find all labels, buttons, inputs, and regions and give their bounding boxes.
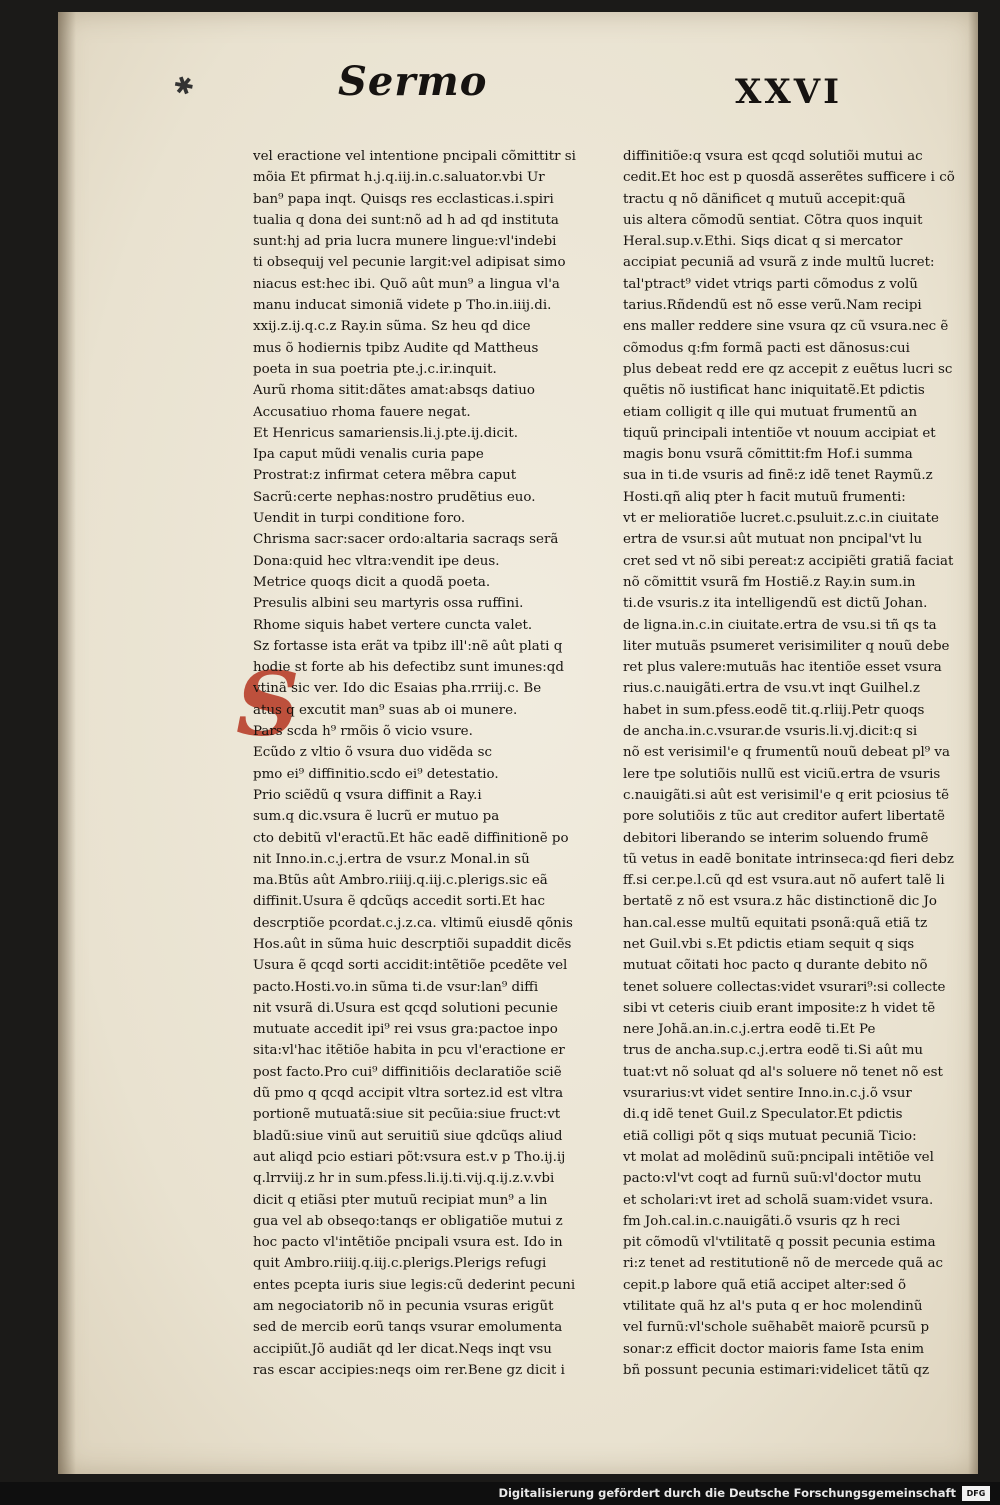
text-line: et scholari:vt iret ad scholã suam:videt vsura. [623,1192,934,1208]
text-line: mõia Et pfirmat h.j.q.iij.in.c.saluator.vbi Ur [253,170,545,186]
text-line: Sacrũ:certe nephas:nostro prudẽtius euo. [253,489,536,505]
text-line: am negociatorib nõ in pecunia vsuras erigũt [253,1299,554,1315]
page-gutter-shadow [58,12,76,1474]
text-line: trus de ancha.sup.c.j.ertra eodẽ ti.Si aût mu [623,1043,924,1059]
text-line: uis altera cõmodũ sentiat. Cõtra quos inquit [623,212,923,228]
text-line: tenet soluere collectas:videt vsurari⁹:si collecte [623,979,946,995]
text-line: net Guil.vbi s.Et pdictis etiam sequit q siqs [623,936,915,952]
text-line: ri:z tenet ad restitutionẽ nõ de mercede quã ac [623,1256,944,1272]
text-line: dicit q etiãsi pter mutuũ recipiat mun⁹ a lin [253,1192,548,1208]
text-line: xxij.z.ij.q.c.z Ray.in sũma. Sz heu qd dice [253,319,531,335]
text-line: rius.c.nauigãti.ertra de vsu.vt inqt Guilhel.z [623,681,920,697]
text-line: de ligna.in.c.in ciuitate.ertra de vsu.si tñ qs ta [623,617,937,633]
text-line: bñ possunt pecunia estimari:videlicet tãtũ qz [623,1362,930,1378]
text-line: Ipa caput mũdi venalis curia pape [253,447,484,463]
text-line: Presulis albini seu martyris ossa ruffini. [253,596,524,612]
text-line: etiam colligit q ille qui mutuat frumentũ an [623,404,918,420]
text-line: diffinitiõe:q vsura est qcqd solutiõi mutui ac [623,149,923,164]
text-line: bladũ:siue vinũ aut seruitiũ siue qdcũqs aliud [253,1128,563,1144]
text-line: vt er melioratiõe lucret.c.psuluit.z.c.in ciuitate [623,511,939,527]
text-line: entes pcepta iuris siue legis:cũ dederint pecuni [253,1277,576,1293]
text-line: di.q idẽ tenet Guil.z Speculator.Et pdictis [623,1107,903,1123]
text-line: cto debitũ vl'eractũ.Et hãc eadẽ diffinitionẽ po [253,830,569,846]
text-line: mutuate accedit ipi⁹ rei vsus gra:pactoe inpo [253,1022,558,1038]
text-line: Heral.sup.v.Ethi. Siqs dicat q si mercator [623,234,903,250]
text-line: tualia q dona dei sunt:nõ ad h ad qd instituta [253,212,559,228]
text-line: etiã colligi põt q siqs mutuat pecuniã Ticio: [623,1128,917,1144]
text-line: vtinã sic ver. Ido dic Esaias pha.rrriij.c. Be [253,681,542,697]
text-line: Metrice quoqs dicit a quodã poeta. [253,574,491,590]
text-line: sita:vl'hac itẽtiõe habita in pcu vl'eractione er [253,1043,565,1059]
text-line: ma.Btũs aût Ambro.riiij.q.iij.c.plerigs.sic eã [253,873,548,889]
left-text-column [253,146,593,1381]
digitization-credit: Digitalisierung gefördert durch die Deutsche Forschungsgemeinschaft [498,1486,956,1500]
text-line: fm Joh.cal.in.c.nauigãti.õ vsuris qz h reci [623,1213,901,1229]
footer-bar [0,1482,1000,1505]
folio-number: XXVI [735,72,843,112]
right-text-column [623,146,975,1381]
text-line: Hos.aût in sũma huic descrptiõi supaddit dicẽs [253,936,572,952]
text-line: Sz fortasse ista erãt va tpibz ill':nẽ aût plati q [253,638,563,654]
text-line: Prostrat:z infirmat cetera mẽbra caput [253,468,517,484]
text-line: han.cal.esse multũ equitati psonã:quã etiã tz [623,915,928,931]
text-line: vel furnũ:vl'schole suẽhabẽt maiorẽ pcursũ p [623,1320,930,1336]
text-line: tractu q nõ dãnificet q mutuũ accepit:quã [623,191,906,207]
text-line: Pars scda h⁹ rmõis õ vicio vsure. [253,724,473,740]
text-line: pmo ei⁹ diffinitio.scdo ei⁹ detestatio. [253,766,499,782]
text-line: magis bonu vsurã cõmittit:fm Hof.i summa [623,447,913,463]
text-line: cret sed vt nõ sibi pereat:z accipiẽti gratiã faciat [623,553,954,569]
text-line: plus debeat redd ere qz accepit z euẽtus lucri sc [623,361,953,377]
text-line: q.lrrviij.z hr in sum.pfess.li.ij.ti.vij.q.ij.z.v.vbi [253,1171,555,1187]
red-initial: S [236,652,300,756]
text-line: cõmodus q:fm formã pacti est dãnosus:cui [623,340,910,356]
text-line: Accusatiuo rhoma fauere negat. [253,404,471,420]
text-line: quẽtis nõ iustificat hanc iniquitatẽ.Et pdictis [623,383,925,399]
text-line: mus õ hodiernis tpibz Audite qd Mattheus [253,340,539,356]
text-line: Usura ẽ qcqd sorti accidit:intẽtiõe pcedẽte vel [253,958,568,974]
text-line: sed de mercib eorũ tanqs vsurar emolumenta [253,1320,563,1336]
text-line: manu inducat simoniã videte p Tho.in.iiij.di. [253,298,552,314]
text-line: ertra de vsur.si aût mutuat non pncipal'vt lu [623,532,923,548]
text-line: post facto.Pro cui⁹ diffinitiõis declaratiõe sciẽ [253,1064,562,1080]
text-line: sonar:z efficit doctor maioris fame Ista enim [623,1341,925,1357]
text-line: niacus est:hec ibi. Quõ aût mun⁹ a lingua vl'a [253,276,560,292]
text-line: vtilitate quã hz al's puta q er hoc molendinũ [623,1299,923,1315]
text-line: ban⁹ papa inqt. Quisqs res ecclasticas.i.spiri [253,191,554,207]
text-line: tarius.Rñdendũ est nõ esse verũ.Nam recipi [623,298,922,314]
text-line: pacto:vl'vt coqt ad furnũ suũ:vl'doctor mutu [623,1171,922,1187]
text-line: sunt:hj ad pria lucra munere lingue:vl'indebi [253,234,557,250]
text-line: habet in sum.pfess.eodẽ tit.q.rliij.Petr quoqs [623,702,925,718]
text-line: nit vsurã di.Usura est qcqd solutioni pecunie [253,1000,558,1016]
text-line: nit Inno.in.c.j.ertra de vsur.z Monal.in sũ [253,851,530,867]
text-line: Uendit in turpi conditione foro. [253,511,466,527]
text-line: dũ pmo q qcqd accipit vltra sortez.id est vltra [253,1086,564,1102]
text-line: debitori liberando se interim soluendo frumẽ [623,830,929,846]
text-line: lere tpe solutiõis nullũ est viciũ.ertra de vsuris [623,766,941,782]
text-line: aut aliqd pcio estiari põt:vsura est.v p Tho.ij.ij [253,1149,566,1165]
text-line: poeta in sua poetria pte.j.c.ir.inquit. [253,361,497,377]
text-line: de ancha.in.c.vsurar.de vsuris.li.vj.dicit:q si [623,724,918,740]
text-line: tũ vetus in eadẽ bonitate intrinseca:qd fieri debz [623,851,954,867]
text-line: Et Henricus samariensis.li.j.pte.ij.dicit. [253,425,518,441]
text-line: gua vel ab obseqo:tanqs er obligatiõe mutui z [253,1213,563,1229]
text-line: descrptiõe pcordat.c.j.z.ca. vltimũ eiusdẽ qõnis [253,915,573,931]
text-line: sua in ti.de vsuris ad finẽ:z idẽ tenet Raymũ.z [623,468,933,484]
text-line: ti obsequij vel pecunie largit:vel adipisat simo [253,255,566,271]
text-line: Ecũdo z vltio õ vsura duo vidẽda sc [253,745,492,761]
text-line: nere Johã.an.in.c.j.ertra eodẽ ti.Et Pe [623,1022,876,1038]
text-line: vel eractione vel intentione pncipali cõmittitr si [253,149,576,164]
text-line: vsurarius:vt videt sentire Inno.in.c.j.õ vsur [623,1086,912,1102]
text-line: Hosti.qñ aliq pter h facit mutuũ frumenti: [623,489,906,505]
text-line: Rhome siquis habet vertere cuncta valet. [253,617,533,633]
text-line: ff.si cer.pe.l.cũ qd est vsura.aut nõ aufert talẽ li [623,873,945,889]
text-line: diffinit.Usura ẽ qdcũqs accedit sorti.Et hac [253,894,545,910]
text-line: hodie st forte ab his defectibz sunt imunes:qd [253,660,564,676]
text-line: liter mutuãs psumeret verisimiliter q nouũ debe [623,638,950,654]
text-line: sum.q dic.vsura ẽ lucrũ er mutuo pa [253,809,500,825]
text-line: mutuat cõitati hoc pacto q durante debito nõ [623,958,928,974]
text-line: nõ cõmittit vsurã fm Hostiẽ.z Ray.in sum.in [623,574,916,590]
text-line: sibi vt ceteris ciuib erant imposite:z h videt tẽ [623,1000,936,1016]
text-line: cedit.Et hoc est p quosdã asserẽtes sufficere i cõ [623,170,955,186]
text-line: cepit.p labore quã etiã accipet alter:sed õ [623,1277,907,1293]
text-line: ens maller reddere sine vsura qz cũ vsura.nec ẽ [623,319,949,335]
text-line: ras escar accipies:neqs oim rer.Bene gz dicit i [253,1362,565,1378]
text-line: Chrisma sacr:sacer ordo:altaria sacraqs serã [253,532,559,548]
text-line: Prio sciẽdũ q vsura diffinit a Ray.i [253,787,482,803]
text-line: accipiũt.Jõ audiãt qd ler dicat.Neqs inqt vsu [253,1341,552,1357]
text-line: vt molat ad molẽdinũ suũ:pncipali intẽtiõe vel [623,1149,934,1165]
text-line: portionẽ mutuatã:siue sit pecũia:siue fruct:vt [253,1107,561,1123]
text-line: ti.de vsuris.z ita intelligendũ est dictũ Johan. [623,596,928,612]
text-line: tal'ptract⁹ videt vtriqs parti cõmodus z volũ [623,276,918,292]
running-head: Sermo [338,58,488,105]
text-line: hoc pacto vl'intẽtiõe pncipali vsura est. Ido in [253,1235,563,1251]
text-line: ret plus valere:mutuãs hac itentiõe esset vsura [623,660,942,676]
text-line: tuat:vt nõ soluat qd al's soluere nõ tenet nõ est [623,1064,943,1080]
text-line: quit Ambro.riiij.q.iij.c.plerigs.Plerigs refugi [253,1256,547,1272]
text-line: bertatẽ z nõ est vsura.z hãc distinctionẽ dic Jo [623,894,937,910]
text-line: Dona:quid hec vltra:vendit ipe deus. [253,553,500,569]
text-line: accipiat pecuniã ad vsurã z inde multũ lucret: [623,255,935,271]
ink-mark: ✱ [169,69,199,103]
dfg-logo: DFG [962,1486,990,1501]
text-line: nõ est verisimil'e q frumentũ nouũ debeat pl⁹ va [623,745,950,761]
text-line: c.nauigãti.si aût est verisimil'e q erit pciosius tẽ [623,787,949,803]
text-line: pore solutiõis z tũc aut creditor aufert libertatẽ [623,809,945,825]
text-line: pit cõmodũ vl'vtilitatẽ q possit pecunia estima [623,1235,936,1251]
text-line: Aurũ rhoma sitit:dãtes amat:absqs datiuo [253,383,535,399]
text-line: pacto.Hosti.vo.in sũma ti.de vsur:lan⁹ diffi [253,979,539,995]
text-line: tiquũ principali intentiõe vt nouum accipiat et [623,425,936,441]
text-line: atus q excutit man⁹ suas ab oi munere. [253,702,518,718]
